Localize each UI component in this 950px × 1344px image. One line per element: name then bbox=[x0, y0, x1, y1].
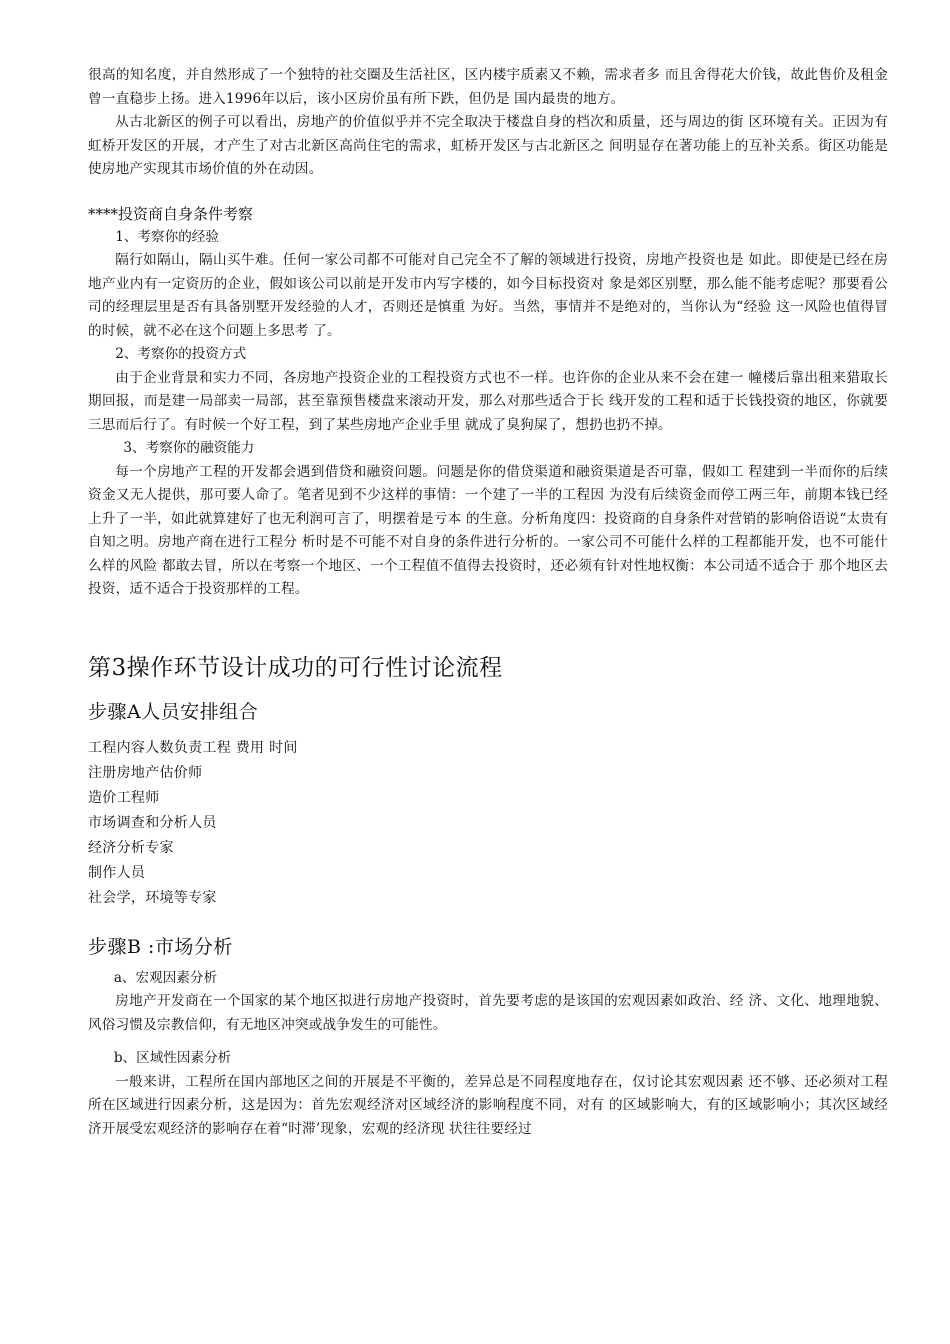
regional-factors-paragraph: 一般来讲，工程所在国内部地区之间的开展是不平衡的，差异总是不同程度地存在，仅讨论其宏观因素 还不够、还必须对工程所在区域进行因素分析，这是因为：首先宏观经济对区域经济的影响程度不同，对有 的区域影响大，有的区域影响小；其次区域经济开展受宏观经济的影响存在着“时滞’现象，宏观的经济现 状往往要经过 bbox=[88, 1073, 888, 1137]
chapter-title: 第3操作环节设计成功的可行性讨论流程 bbox=[88, 654, 503, 681]
step-b-title: 步骤B :市场分析 bbox=[88, 935, 233, 958]
investment-method-paragraph: 由于企业背景和实力不同，各房地产投资企业的工程投资方式也不一样。也许你的企业从来不会在建一 幢楼后靠出租来猎取长期回报，而是建一局部卖一局部，甚至靠预售楼盘来滚动开发，那么对那些适合于长 线开发的工程和适于长钱投资的地区，你就要三思而后行了。有时候一个好工程，到了某些房地产企业手里 就成了臭狗屎了，想扔也扔不掉。 bbox=[88, 369, 888, 433]
regional-factors-subheading: b、区域性因素分析 bbox=[113, 1050, 232, 1066]
investor-section-heading: ****投资商自身条件考察 bbox=[88, 204, 254, 223]
investment-method-subheading: 2、考察你的投资方式 bbox=[115, 346, 247, 362]
staff-list-item: 市场调查和分析人员 bbox=[88, 814, 217, 831]
financing-paragraph: 每一个房地产工程的开发都会遇到借贷和融资问题。问题是你的借贷渠道和融资渠道是否可靠，假如工 程建到一半而你的后续资金又无人提供，那可要人命了。笔者见到不少这样的事情：一个建了一半的工程因 为没有后续资金而停工两三年，前期本钱已经上升了一半，如此就算建好了也无利润可言了，明摆着是亏本 的生意。分析角度四：投资商的自身条件对营销的影响俗语说“太贵有自知之明。房地产商在进行工程分 析时是不可能不对自身的条件进行分析的。一家公司不可能什么样的工程都能开发，也不可能什么样的风险 都敢去冒，所以在考察一个地区、一个工程值不值得去投资时，还必须有针对性地权衡：本公司适不适合于 那个地区去投资，适不适合于投资那样的工程。 bbox=[88, 463, 889, 597]
staff-list-item: 造价工程师 bbox=[88, 789, 160, 806]
experience-subheading: 1、考察你的经验 bbox=[115, 228, 219, 245]
intro-paragraph-2: 从古北新区的例子可以看出，房地产的价值似乎并不完全取决于楼盘自身的档次和质量，还与周边的街 区环境有关。正因为有虹桥开发区的开展，才产生了对古北新区高尚住宅的需求，虹桥开发区与古北新区之 间明显存在著功能上的互补关系。街区功能是使房地产实现其市场价值的外在动因。 bbox=[88, 114, 888, 177]
staff-list-item: 注册房地产估价师 bbox=[88, 764, 203, 781]
macro-factors-subheading: a、宏观因素分析 bbox=[113, 969, 218, 986]
staff-list-item: 制作人员 bbox=[88, 864, 146, 881]
intro-paragraph-1: 很高的知名度，并自然形成了一个独特的社交圈及生活社区，区内楼宇质素又不赖，需求者多 而且舍得花大价钱，故此售价及租金曾一直稳步上扬。进入1996年以后，该小区房价虽有所下跌，但仍是 国内最贵的地方。 bbox=[88, 67, 888, 107]
experience-paragraph: 隔行如隔山，隔山买牛难。任何一家公司都不可能对自己完全不了解的领域进行投资，房地产投资也是 如此。即使是已经在房地产业内有一定资历的企业，假如该公司以前是开发市内写字楼的，如今目标投资对 象是郊区别墅，那么能不能考虑呢？那要看公司的经理层里是否有具备别墅开发经验的人才，否则还是慎重 为好。当然，事情并不是绝对的，当你认为“经验 这一风险也值得冒的时候，就不必在这个问题上多思考 了。 bbox=[88, 252, 888, 339]
staff-list-item: 工程内容人数负责工程 费用 时间 bbox=[88, 739, 298, 756]
financing-subheading: 3、考察你的融资能力 bbox=[123, 440, 255, 456]
staff-list-item: 社会学，环境等专家 bbox=[88, 889, 217, 906]
document-page bbox=[88, 64, 888, 1141]
step-a-title: 步骤A人员安排组合 bbox=[88, 700, 259, 723]
staff-list bbox=[88, 736, 888, 911]
macro-factors-paragraph: 房地产开发商在一个国家的某个地区拟进行房地产投资时，首先要考虑的是该国的宏观因素如政治、经 济、文化、地理地貌、风俗习惯及宗教信仰，有无地区冲突或战争发生的可能性。 bbox=[88, 993, 888, 1033]
staff-list-item: 经济分析专家 bbox=[88, 839, 174, 856]
